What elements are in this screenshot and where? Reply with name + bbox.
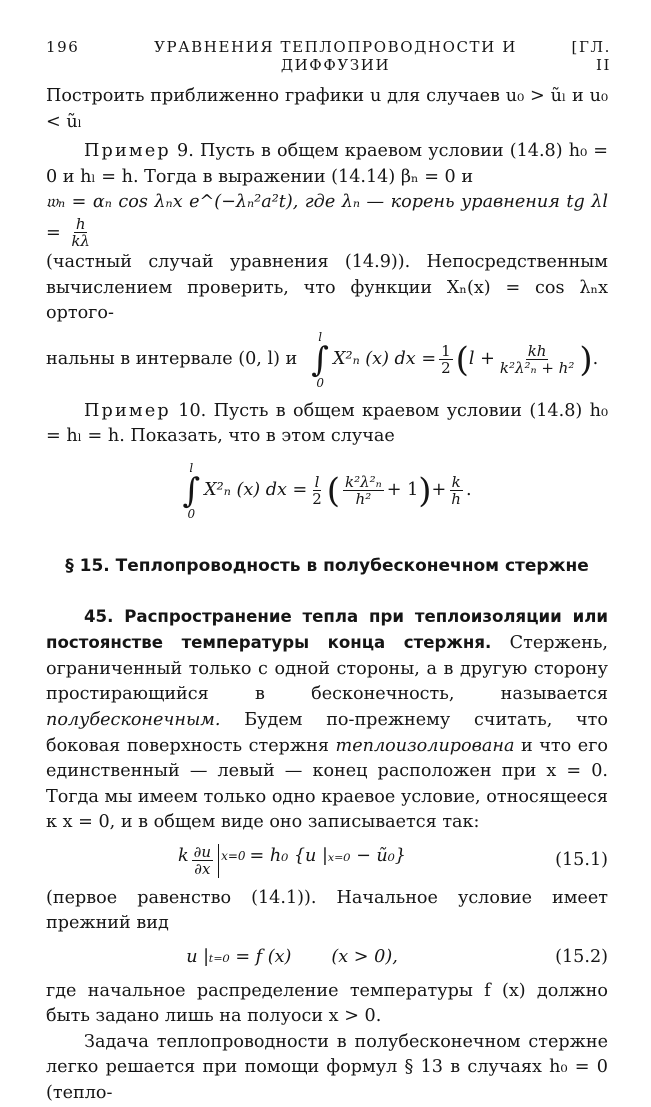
- example-9-line3: (частный случай уравнения (14.9)). Непосредственным вычислением проверить, что функции Xₙ(x) = cos λₙx ортого-: [46, 251, 608, 324]
- example-10-text: Пример 10. Пусть в общем краевом условии (14.8) h₀ = hₗ = h. Показать, что в этом случае: [46, 400, 608, 447]
- integral-sign: l ∫ 0: [311, 329, 329, 390]
- fraction-l-over-2: $\frac{l}{2}$: [312, 472, 322, 509]
- equation-number: (15.1): [555, 850, 608, 871]
- example-label: Пример: [84, 400, 171, 421]
- term-insulated: теплоизолирована: [335, 735, 515, 756]
- fraction-kh: $\frac{kh}{\text{k²λ²ₙ + h²}}$: [499, 341, 575, 378]
- paragraph-initial-condition: (первое равенство (14.1)). Начальное условие имеет прежний вид: [46, 887, 608, 934]
- chapter-marker: [ГЛ. II: [571, 38, 611, 74]
- example-9: [46, 139, 608, 389]
- running-title: УРАВНЕНИЯ ТЕПЛОПРОВОДНОСТИ И ДИФФУЗИИ: [154, 38, 517, 74]
- fraction-du-dx: $\frac{\partial u}{\partial x}$: [193, 842, 212, 879]
- example-10-formula: l ∫ 0 X²ₙ (x) dx = $\frac{l}{2}$ ( $\frac{\text{k²λ²ₙ}}{\text{h²}}$ + 1 ) + $\frac{k}{h}$ .: [182, 460, 472, 521]
- subsection-heading: 45. Распространение тепла при теплоизоляции или постоянстве температуры конца стержня.: [46, 606, 608, 653]
- example-number: 10.: [178, 400, 207, 421]
- paragraph-solution-method: Задача теплопроводности в полубесконечном стержне легко решается при помощи формул § 13 в случаях h₀ = 0 (тепло-: [46, 1031, 608, 1104]
- fraction-k2lambda2-over-h2: $\frac{\text{k²λ²ₙ}}{\text{h²}}$: [345, 472, 382, 509]
- integral-sign: l ∫ 0: [182, 460, 201, 521]
- paragraph-distribution: где начальное распределение температуры f (x) должно быть задано лишь на полуоси x > 0.: [46, 980, 608, 1027]
- page-body: [46, 84, 608, 1107]
- example-10: [46, 399, 608, 520]
- example-label: Пример: [84, 141, 171, 162]
- equation-15-1: k $\frac{\partial u}{\partial x}$ x=0 = h₀ {u |ₓ₌₀ − ũ₀} (15.1): [177, 842, 608, 879]
- equation-number: (15.2): [555, 947, 608, 968]
- subsection-45: 45. Распространение тепла при теплоизоляции или постоянстве температуры конца стержня. Стержень, ограниченный только с одной стороны, а в другую сторону простирающийся в бесконечность, называется полубесконечным. Будем по-прежнему считать, что боковая поверхность стержня теплоизолирована и что его единственный — левый — конец расположен при x = 0. Тогда мы имеем только одно краевое условие, относящееся к x = 0, и в общем виде оно записывается так:: [46, 606, 609, 833]
- paragraph-plot-task: Построить приближенно графики u для случаев u₀ > ũₗ и u₀ < ũₗ: [46, 86, 608, 132]
- term-semi-infinite: полубесконечным.: [46, 709, 221, 730]
- running-header: [46, 38, 611, 74]
- example-9-line2: 𝔴ₙ = αₙ cos λₙx e^(−λₙ²a²t), где λₙ — корень уравнения tg λl = $\frac{h}{k\lambda}$: [46, 192, 608, 251]
- fraction-one-half: $\frac{1}{2}$: [441, 341, 451, 378]
- example-9-line1: Пример 9. Пусть в общем краевом условии (14.8) h₀ = 0 и hₗ = h. Тогда в выражении (14.14) βₙ = 0 и: [46, 141, 609, 187]
- fraction-h-over-k-lambda: $\frac{h}{k\lambda}$: [71, 214, 90, 251]
- section-heading: § 15. Теплопроводность в полубесконечном стержне: [65, 555, 589, 576]
- example-number: 9.: [177, 141, 194, 162]
- page-number: 196: [46, 38, 80, 56]
- fraction-k-over-h: $\frac{k}{h}$: [451, 472, 461, 509]
- orthogonality-formula: нальны в интервале (0, l) и l ∫ 0 X²ₙ (x) dx = $\frac{1}{2}$ ( l + $\frac{kh}{\text{k²λ²ₙ + h²}}$ ) .: [46, 329, 599, 390]
- equation-15-2: u |ₜ₌₀ = f (x) (x > 0), (15.2): [46, 945, 608, 971]
